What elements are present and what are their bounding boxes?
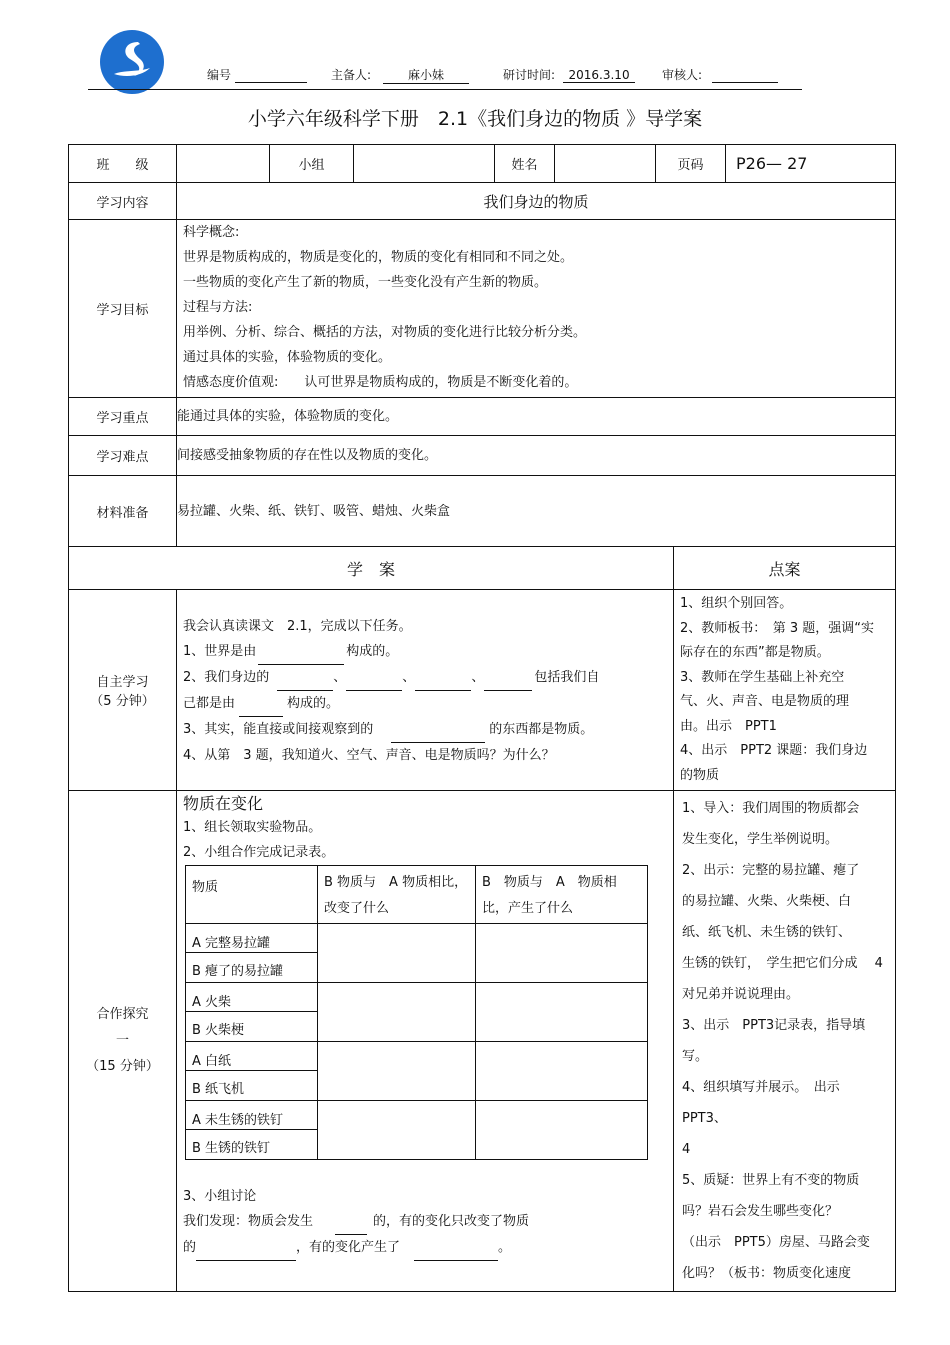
page-label: 页码	[656, 145, 726, 183]
content-value: 我们身边的物质	[177, 183, 896, 220]
notes-heading: 点案	[674, 547, 896, 590]
self-study-line: 3、其实，能直接或间接观察到的 的东西都是物质。	[183, 717, 667, 743]
goals-line: 一些物质的变化产生了新的物质，一些变化没有产生新的物质。	[183, 275, 548, 290]
group-field[interactable]	[354, 145, 495, 183]
class-label: 班 级	[69, 145, 177, 183]
goals-line: 通过具体的实验，体验物质的变化。	[183, 350, 392, 365]
header-code: 编号	[207, 66, 307, 83]
record-head: 物质	[186, 866, 318, 924]
blank[interactable]	[258, 639, 344, 665]
self-study-line: 4、从第 3 题，我知道火、空气、声音、电是物质吗？为什么？	[183, 748, 555, 763]
record-change-field[interactable]	[318, 983, 476, 1042]
record-produce-field[interactable]	[476, 924, 648, 983]
record-produce-field[interactable]	[476, 1101, 648, 1160]
plan-heading: 学 案	[69, 547, 674, 590]
goals-cell	[177, 220, 896, 398]
coop-notes: 1、导入：我们周围的物质都会 发生变化，学生举例说明。 2、出示：完整的易拉罐、瘪了 的易拉罐、火柴、火柴梗、白 纸、纸飞机、未生锈的铁钉、 生锈的铁钉， 学生把它们分成 4 对兄弟并说说理由。 3、出示 PPT3记录表，指导填 写。 4、组织填写并展示。 出示 PPT3、 4 5、质疑：世界上有不变的物质 吗？岩石会发生哪些变化？ （出示 PPT5）房屋、马路会变 化吗？（板书：物质变化速度	[674, 791, 896, 1292]
record-produce-field[interactable]	[476, 983, 648, 1042]
materials-label: 材料准备	[69, 476, 177, 547]
record-row: A 未生锈的铁钉 B 生锈的铁钉	[186, 1101, 318, 1160]
record-table	[185, 865, 648, 1160]
discussion-line: 的 ，有的变化产生了 。	[183, 1235, 667, 1261]
header-reviewer: 审核人:	[662, 66, 778, 83]
key-point-value: 能通过具体的实验，体验物质的变化。	[177, 398, 896, 436]
self-study-label: 自主学习 （5 分钟）	[69, 590, 177, 791]
page-title: 小学六年级科学下册 2.1《我们身边的物质 》导学案	[247, 108, 703, 130]
materials-value: 易拉罐、火柴、纸、铁钉、吸管、蜡烛、火柴盒	[177, 476, 896, 547]
coop-heading: 物质在变化	[183, 794, 264, 813]
header-preparer: 主备人: 麻小妹	[331, 66, 469, 84]
info-row	[69, 145, 896, 183]
record-row: A 白纸 B 纸飞机	[186, 1042, 318, 1101]
self-study-cell	[177, 590, 674, 791]
header-date: 研讨时间: 2016.3.10	[503, 66, 635, 83]
record-change-field[interactable]	[318, 1042, 476, 1101]
school-logo	[100, 30, 164, 94]
record-change-field[interactable]	[318, 924, 476, 983]
record-row: A 完整易拉罐 B 瘪了的易拉罐	[186, 924, 318, 983]
self-study-line: 1、世界是由 构成的。	[183, 639, 667, 665]
record-produce-field[interactable]	[476, 1042, 648, 1101]
page-value: P26— 27	[726, 145, 896, 183]
self-study-notes: 1、组织个别回答。 2、教师板书： 第 3 题，强调“实 际存在的东西”都是物质。 3、教师在学生基础上补充空 气、火、声音、电是物质的理 由。出示 PPT1 4、出示 PPT2 课题：我们身边 的物质	[674, 590, 896, 791]
goals-line: 世界是物质构成的，物质是变化的，物质的变化有相同和不同之处。	[183, 250, 574, 265]
group-label: 小组	[270, 145, 354, 183]
key-point-label: 学习重点	[69, 398, 177, 436]
goals-line: 过程与方法:	[183, 300, 253, 315]
goals-line: 情感态度价值观: 认可世界是物质构成的，物质是不断变化着的。	[183, 375, 578, 390]
record-row: A 火柴 B 火柴梗	[186, 983, 318, 1042]
self-study-line: 我会认真读课文 2.1，完成以下任务。	[183, 619, 412, 634]
name-label: 姓名	[495, 145, 555, 183]
record-head: B 物质与 A 物质相比，改变了什么	[318, 866, 476, 924]
difficulty-label: 学习难点	[69, 436, 177, 476]
record-change-field[interactable]	[318, 1101, 476, 1160]
difficulty-value: 间接感受抽象物质的存在性以及物质的变化。	[177, 436, 896, 476]
goals-label: 学习目标	[69, 220, 177, 398]
content-label: 学习内容	[69, 183, 177, 220]
class-field[interactable]	[177, 145, 270, 183]
study-plan-table	[68, 144, 896, 1292]
self-study-line: 己都是由 构成的。	[183, 691, 667, 717]
goals-line: 用举例、分析、综合、概括的方法，对物质的变化进行比较分析分类。	[183, 325, 587, 340]
coop-cell: 物质在变化 1、组长领取实验物品。 2、小组合作完成记录表。 物质 B 物质与 A 物质相比，改变了什么 B 物质与 A 物质相比，产生了什么 A 完整易拉罐 B 瘪了的易拉罐 A 火柴 B 火柴梗 A 白纸 B 纸飞机 A 未生锈的铁钉 B 生锈的铁钉 3、小组讨论 我们发现：物质会发生 的，有的变化只改变了物质 的 ，有的变化产生了 。	[177, 791, 674, 1292]
coop-label: 合作探究 一 （15 分钟）	[69, 791, 177, 1292]
discussion-line: 我们发现：物质会发生 的，有的变化只改变了物质	[183, 1209, 667, 1235]
goals-line: 科学概念:	[183, 225, 240, 240]
record-head: B 物质与 A 物质相比，产生了什么	[476, 866, 648, 924]
header-rule	[88, 89, 802, 90]
name-field[interactable]	[555, 145, 656, 183]
self-study-line: 2、我们身边的 、 、 、 包括我们自	[183, 665, 667, 691]
